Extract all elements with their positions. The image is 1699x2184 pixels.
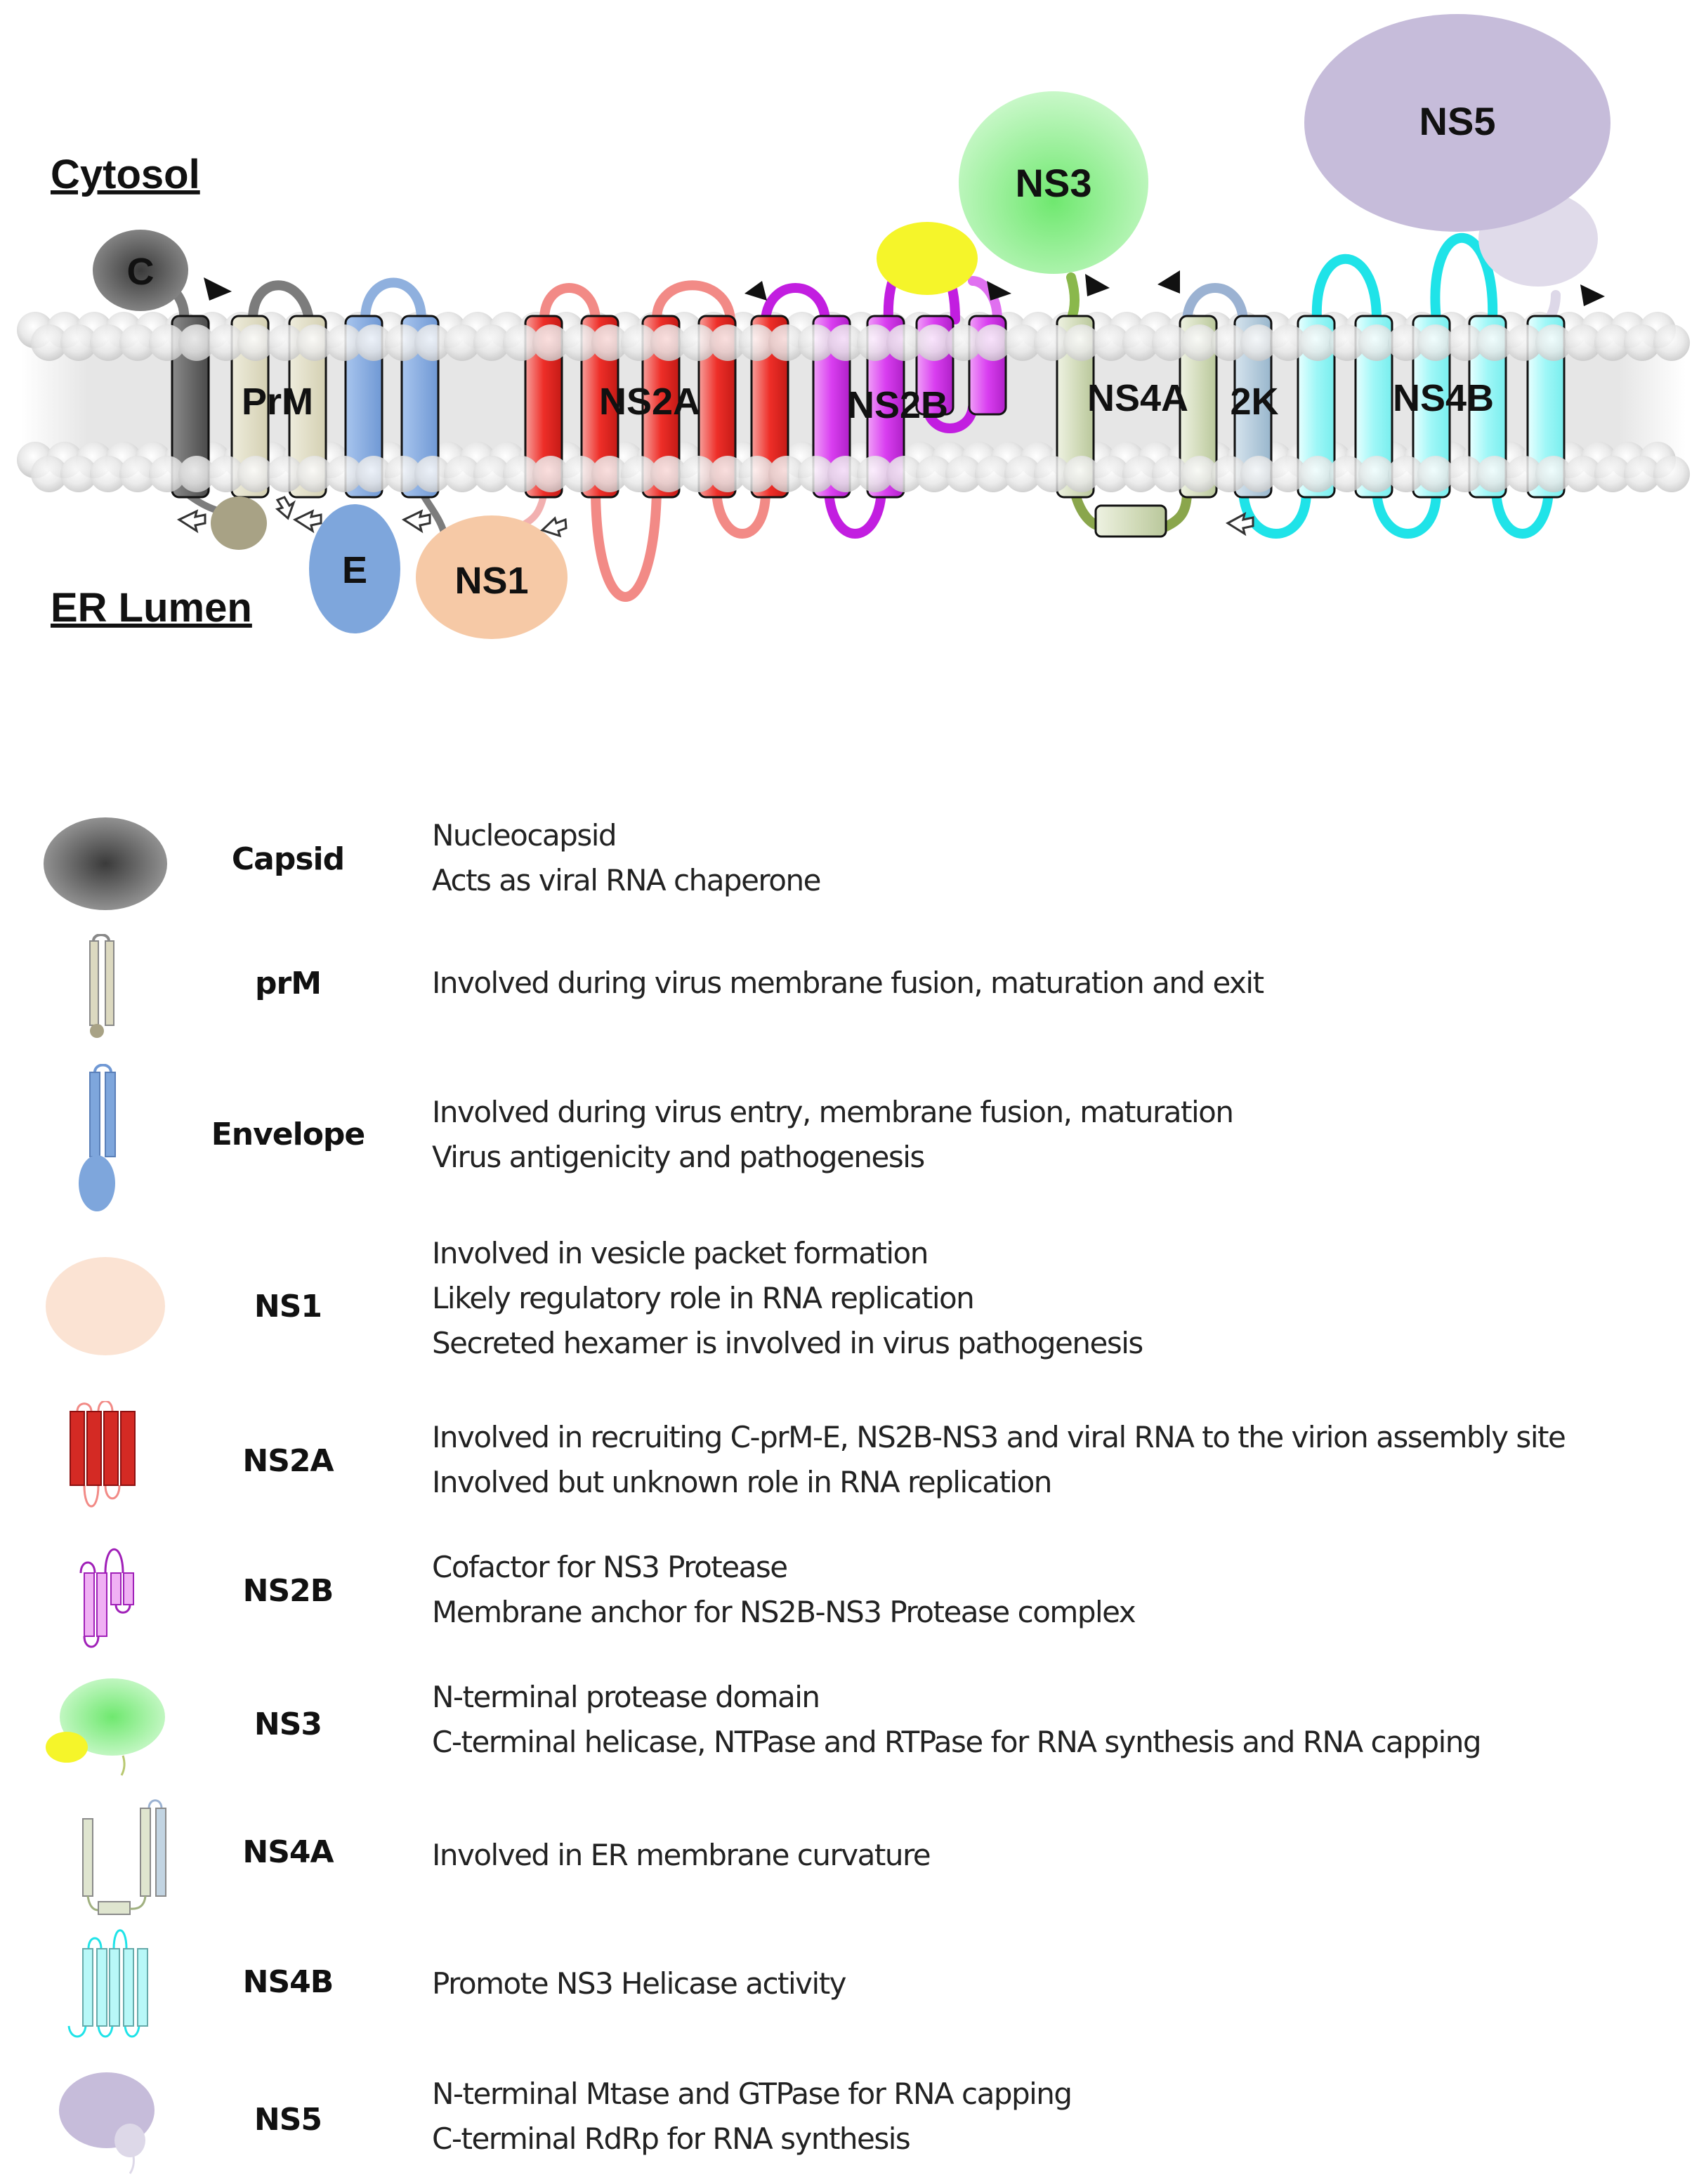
legend-name: NS1 [254,1289,322,1324]
legend-line: Involved but unknown role in RNA replication [432,1465,1051,1499]
legend-line: Involved during virus entry, membrane fusion, maturation [432,1095,1233,1129]
legend-name: NS5 [254,2102,322,2138]
legend-line: Likely regulatory role in RNA replication [432,1281,974,1315]
prm-icon [28,934,169,1039]
ns4a-icon [28,1798,169,1917]
cytosol-label: Cytosol [51,152,200,197]
ns3-label: NS3 [1015,161,1092,205]
legend-line: Involved in vesicle packet formation [432,1236,928,1270]
legend-description [432,1231,1143,1366]
legend-description [432,1675,1481,1765]
ns1-label: NS1 [454,560,529,602]
legend-name: Envelope [211,1117,365,1152]
legend-row-ns3 [0,1678,1699,1791]
legend-row-ns5 [0,2058,1699,2184]
legend-line: Involved in recruiting C-prM-E, NS2B-NS3 and viral RNA to the virion assembly site [432,1420,1566,1454]
legend-line: Cofactor for NS3 Protease [432,1550,787,1584]
ns4b-label: NS4B [1392,377,1495,419]
ns2b-icon [28,1545,169,1650]
legend-line: Nucleocapsid [432,818,617,853]
ns4a-label: NS4A [1087,377,1189,419]
legend-row-envelope [0,1064,1699,1218]
legend-row-capsid [0,801,1699,906]
envelope-label: E [341,549,368,591]
legend-name: NS4A [242,1834,334,1870]
legend-line: Promote NS3 Helicase activity [432,1966,846,2001]
legend-line: C-terminal RdRp for RNA synthesis [432,2121,910,2156]
legend-line: Acts as viral RNA chaperone [432,863,820,897]
legend-description [432,1545,1135,1635]
capsid-label: C [126,251,155,293]
legend-name: prM [255,966,321,1001]
envelope-icon [28,1064,169,1218]
legend-description [432,1415,1565,1505]
ns2a-label: NS2A [598,381,701,423]
lipid-head [1653,324,1690,361]
ns5-icon [28,2058,169,2184]
legend-row-ns2a [0,1401,1699,1520]
legend-name: NS2A [242,1443,334,1479]
legend-line: N-terminal Mtase and GTPase for RNA capping [432,2077,1072,2111]
legend-line: Involved in ER membrane curvature [432,1838,931,1872]
lipid-head [1653,456,1690,492]
legend-row-ns4b [0,1928,1699,2047]
legend-line: Membrane anchor for NS2B-NS3 Protease complex [432,1595,1136,1629]
legend-row-ns2b [0,1545,1699,1650]
twok-label: 2K [1230,381,1279,423]
legend-row-prm [0,934,1699,1039]
capsid-icon [28,815,169,913]
legend-description [432,1090,1233,1180]
ns3-protease-domain [877,222,978,295]
legend-description [432,1833,930,1878]
ns2a-icon [28,1401,169,1520]
prm-label: PrM [241,381,314,423]
legend-description [432,2072,1072,2162]
legend-row-ns1 [0,1232,1699,1373]
ns4b-icon [28,1928,169,2047]
membrane-topology-diagram [0,0,1699,702]
prm-pr-domain [211,496,267,550]
legend-row-ns4a [0,1798,1699,1917]
legend-name: NS4B [242,1964,334,2000]
ns1-icon [28,1254,169,1359]
legend-name: NS3 [254,1706,322,1742]
legend-name: Capsid [231,841,345,877]
ns5-label: NS5 [1419,99,1496,143]
legend-line: Secreted hexamer is involved in virus pathogenesis [432,1326,1143,1360]
legend-line: C-terminal helicase, NTPase and RTPase for RNA synthesis and RNA capping [432,1725,1481,1759]
legend-line: Virus antigenicity and pathogenesis [432,1140,924,1174]
ns2b-label: NS2B [846,384,949,426]
legend-description [432,813,820,903]
ns3-icon [28,1678,169,1791]
ns4a-amphipathic-helix [1096,506,1166,537]
legend-line: N-terminal protease domain [432,1680,820,1714]
legend-description [432,1961,846,2006]
legend-line: Involved during virus membrane fusion, maturation and exit [432,966,1264,1000]
er-lumen-label: ER Lumen [51,585,252,631]
legend-name: NS2B [242,1573,334,1609]
legend-description [432,961,1264,1006]
